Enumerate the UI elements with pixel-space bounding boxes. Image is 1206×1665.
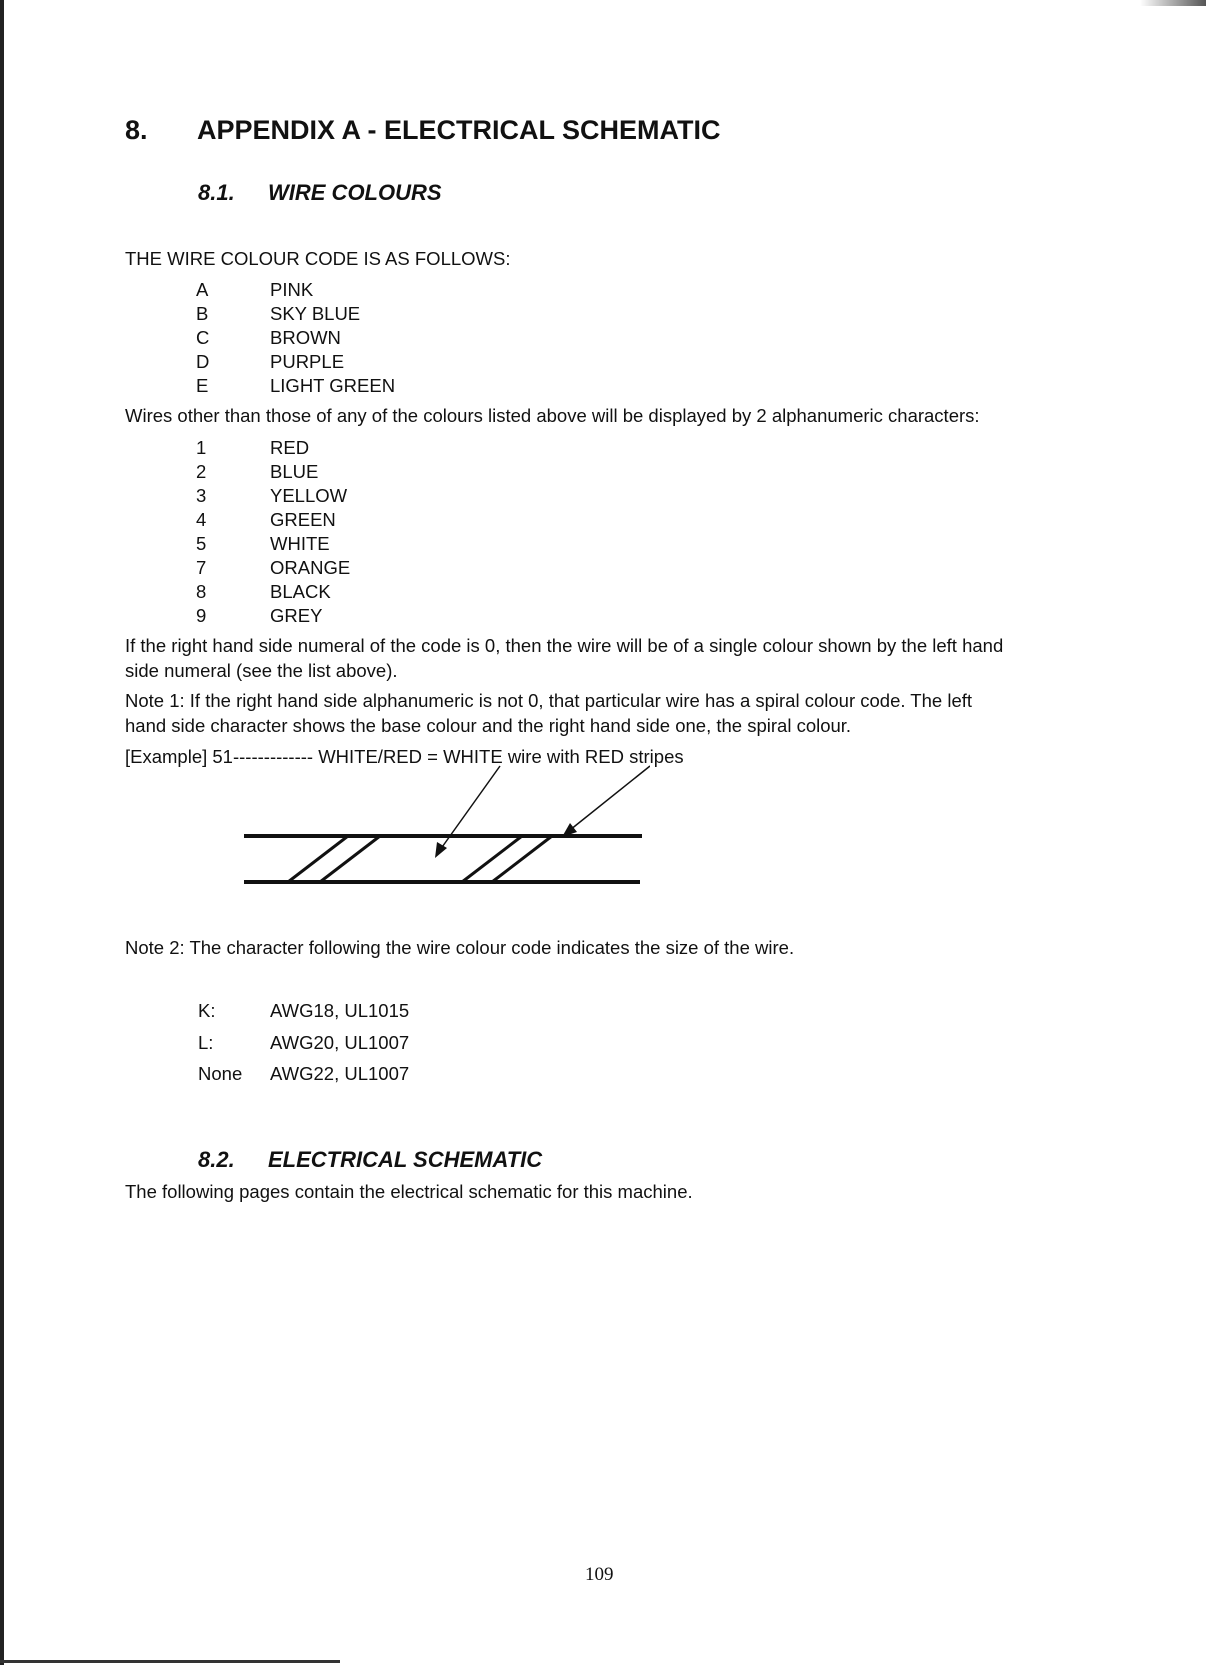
- letter-code-list: [196, 278, 395, 398]
- scan-corner-mark: [1140, 0, 1206, 6]
- list-item: E LIGHT GREEN: [196, 375, 396, 396]
- section-number: 8.1.: [198, 180, 235, 205]
- scan-edge-bottom: [0, 1660, 340, 1663]
- list-item: None AWG22, UL1007: [198, 1063, 410, 1084]
- list-item: B SKY BLUE: [196, 303, 361, 324]
- section-heading-electrical-schematic: [198, 1147, 542, 1173]
- list-item: 1 RED: [196, 437, 310, 458]
- pointer-line-red: [570, 766, 650, 830]
- spiral-wire-diagram: [240, 752, 650, 902]
- section-number: 8.2.: [198, 1147, 235, 1172]
- list-item: 9 GREY: [196, 605, 323, 626]
- example-text: [Example] 51------------- WHITE/RED = WHITE wire with RED stripes: [125, 746, 684, 767]
- list-item: D PURPLE: [196, 351, 345, 372]
- list-item: C BROWN: [196, 327, 341, 348]
- stripe-line: [288, 836, 348, 882]
- list-item: 2 BLUE: [196, 461, 319, 482]
- intro-text: THE WIRE COLOUR CODE IS AS FOLLOWS:: [125, 248, 511, 269]
- stripe-line: [492, 836, 552, 882]
- note-2: Note 2: The character following the wire colour code indicates the size of the wire.: [125, 937, 795, 958]
- list-item: K: AWG18, UL1015: [198, 1000, 410, 1021]
- chapter-heading: [125, 115, 721, 146]
- wire-size-list: [198, 995, 409, 1090]
- section-title: WIRE COLOURS: [268, 180, 442, 205]
- number-code-list: [196, 436, 350, 628]
- other-wires-text: Wires other than those of any of the colours listed above will be displayed by 2 alphanumeric characters:: [125, 405, 980, 426]
- chapter-number: 8.: [125, 115, 148, 145]
- stripe-line: [320, 836, 380, 882]
- list-item: A PINK: [196, 279, 314, 300]
- chapter-title: APPENDIX A - ELECTRICAL SCHEMATIC: [197, 115, 721, 145]
- list-item: L: AWG20, UL1007: [198, 1031, 410, 1053]
- stripe-line: [462, 836, 522, 882]
- list-item: 4 GREEN: [196, 509, 336, 530]
- list-item: 8 BLACK: [196, 581, 331, 602]
- note-1: Note 1: If the right hand side alphanumeric is not 0, that particular wire has a spiral colour code. The left hand side character shows the base colour and the right hand side one, the spiral colour.: [125, 690, 973, 736]
- page-number: 109: [585, 1564, 614, 1585]
- closing-text: The following pages contain the electrical schematic for this machine.: [125, 1181, 693, 1202]
- list-item: 3 YELLOW: [196, 485, 348, 506]
- list-item: 7 ORANGE: [196, 557, 351, 578]
- arrowhead-icon: [435, 842, 447, 858]
- list-item: 5 WHITE: [196, 533, 330, 554]
- section-title: ELECTRICAL SCHEMATIC: [268, 1147, 543, 1172]
- scan-edge-left: [0, 0, 4, 1665]
- section-heading-wire-colours: [198, 180, 442, 206]
- single-colour-note: If the right hand side numeral of the code is 0, then the wire will be of a single colour shown by the left hand side numeral (see the list above).: [125, 635, 1004, 681]
